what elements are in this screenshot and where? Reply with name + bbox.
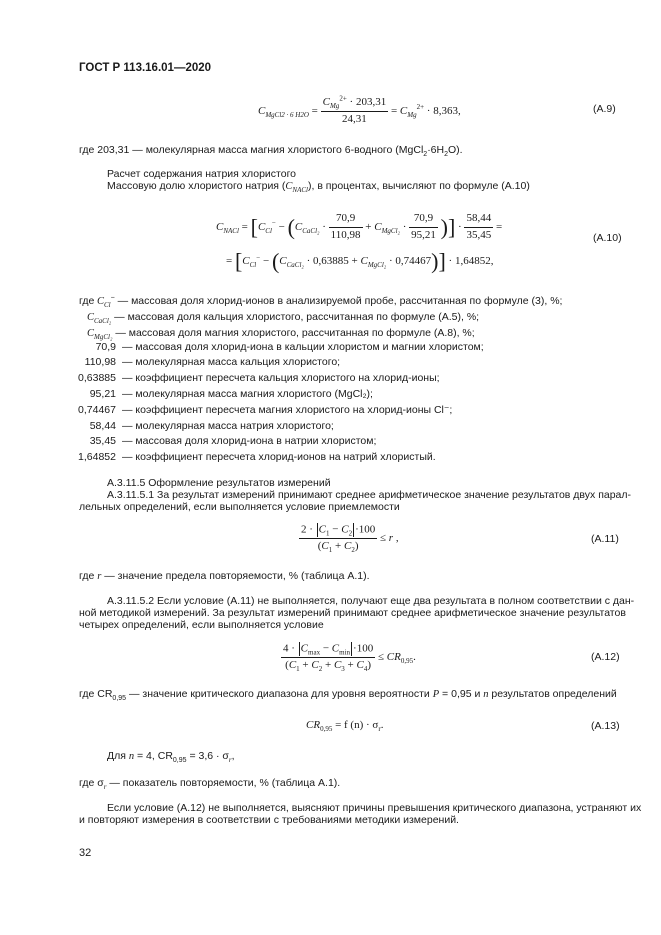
legend-text-4: — молекулярная масса кальция хлористого; [122, 356, 341, 368]
equation-number-a9: (А.9) [593, 103, 616, 115]
where-cr: где $CR_{0,95}$ — значение критического диапазона для уровня вероятности P = 0,95 и n результатов определений [79, 688, 617, 703]
legend-item-1: $C_{CaCl_2}$ — массовая доля кальция хлористого, рассчитанная по формуле (А.5), %; [87, 311, 480, 326]
equation-number-a11: (А.11) [591, 533, 619, 545]
legend-value-5: 0,63885 [78, 372, 116, 384]
section-heading: А.3.11.5 Оформление результатов измерений [107, 477, 331, 489]
p2-line2: ной методикой измерений. За результат измерений принимают среднее арифметическое значение результатов [79, 607, 626, 619]
legend-item-2: $C_{MgCl_2}$ — массовая доля магния хлористого, рассчитанная по формуле (А.8), %; [87, 327, 475, 342]
equation-a12: $\frac{4 \cdot C_{max} - C_{min} \cdot 100}{(C_1 + C_2 + C_3 + C_4)}$ ≤ $CR_{0,95}$. [283, 642, 416, 674]
legend-prefix: где [79, 295, 95, 307]
where-a9: где 203,31 — молекулярная масса магния хлористого 6-водного $(MgCl_2\cdot 6H_2O)$. [79, 144, 463, 159]
section-p1-line1: А.3.11.5.1 За результат измерений принимают среднее арифметическое значение результатов двух парал- [107, 489, 632, 501]
legend-item-0: $C_{Cl}^-$ — массовая доля хлорид-ионов в анализируемой пробе, рассчитанная по формуле (3), %; [97, 294, 563, 310]
legend-text-9: — массовая доля хлорид-иона в натрии хлористом; [122, 435, 377, 447]
equation-a9: $C_{MgCl2 \cdot 6 H2O}$ = $\frac{C_{Mg}^{2+} \cdot 203,31}{24,31}$ = $C_{Mg}^{2+} \cdot 8,363$, [258, 94, 461, 125]
legend-text-10: — коэффициент пересчета хлорид-ионов на натрий хлористый. [122, 451, 436, 463]
legend-value-4: 110,98 [84, 356, 116, 368]
legend-text-3: — массовая доля хлорид-иона в кальции хлористом и магнии хлористом; [122, 341, 484, 353]
legend-text-7: — коэффициент пересчета магния хлористого на хлорид-ионы Cl⁻; [122, 404, 453, 416]
nacl-intro-line1: Расчет содержания натрия хлористого [107, 168, 297, 180]
page-number: 32 [79, 847, 92, 859]
legend-text-5: — коэффициент пересчета кальция хлористого на хлорид-ионы; [122, 372, 440, 384]
n4-line: Для n = 4, $CR_{0,95} = 3,6 \cdot \sigma_r$, [107, 750, 235, 765]
legend-value-7: 0,74467 [78, 404, 116, 416]
legend-value-3: 70,9 [95, 341, 116, 353]
equation-number-a13: (А.13) [591, 720, 620, 732]
document-header: ГОСТ Р 113.16.01—2020 [79, 62, 212, 74]
final-line1: Если условие (А.12) не выполняется, выясняют причины превышения критического диапазона, устраняют их [107, 802, 642, 814]
equation-a11: $\frac{2 \cdot C_1 - C_2 \cdot 100}{(C_1 + C_2)}$ ≤ r , [301, 523, 399, 555]
equation-a10-line1: $C_{NACl} = [C_{Cl}^- - (C_{CaCl_2}$ · $\frac{70,9}{110,98}$ + $C_{MgCl_2}$ · $\frac{70,9}{95,21}$ )] · $\frac{58,44}{35,45}$ = [216, 212, 503, 241]
final-line2: и повторяют измерения в соответствии с требованиями методики измерений. [79, 814, 459, 826]
where-sigma: где $\sigma_r$ — показатель повторяемости, % (таблица А.1). [79, 777, 341, 792]
equation-number-a12: (А.12) [591, 651, 620, 663]
legend-value-6: 95,21 [89, 388, 116, 400]
p2-line1: А.3.11.5.2 Если условие (А.11) не выполняется, получают еще два результата в полном соответствии с дан- [107, 595, 635, 607]
equation-number-a10: (А.10) [593, 232, 622, 244]
legend-text-6: — молекулярная масса магния хлористого (MgCl₂); [122, 388, 373, 400]
legend-value-10: 1,64852 [78, 451, 116, 463]
nacl-intro-line2: Массовую долю хлористого натрия $(C_{NACl})$, в процентах, вычисляют по формуле (А.10) [107, 180, 530, 195]
legend-text-8: — молекулярная масса натрия хлористого; [122, 420, 334, 432]
equation-a13: $CR_{0,95} = f$ $(n) \cdot \sigma_r$. [306, 719, 384, 734]
legend-value-9: 35,45 [89, 435, 116, 447]
legend-value-8: 58,44 [89, 420, 116, 432]
section-p1-line2: лельных определений, если выполняется условие приемлемости [79, 501, 400, 513]
equation-a10-line2: = $[C_{Cl}^- - (C_{CaCl_2} \cdot 0,63885 + C_{MgCl_2} \cdot 0,74467)] \cdot 1,64852$, [226, 248, 494, 274]
p2-line3: четырех определений, если выполняется условие [79, 619, 324, 631]
where-r: где r — значение предела повторяемости, % (таблица А.1). [79, 570, 370, 582]
